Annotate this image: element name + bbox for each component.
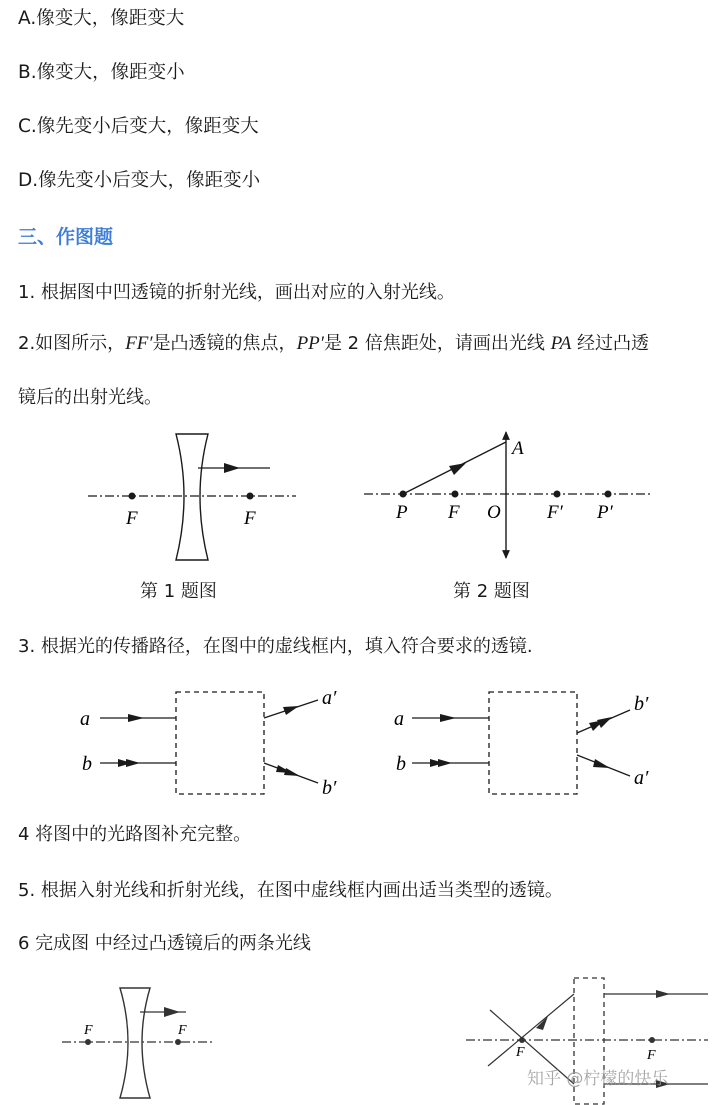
fig6-concave-lens [120,988,150,1098]
fig1-focus-right [247,493,254,500]
fig6-focus-right [175,1039,181,1045]
fig2-label-a: A [512,438,524,459]
question-6: 6 完成图 中经过凸透镜后的两条光线 [18,933,311,954]
fig3-right-diagram [394,692,649,794]
fig3-right-ray-b-out-arrow-2 [597,717,612,728]
fig6-ray-arrow [164,1007,180,1017]
fig6-focus-left [85,1039,91,1045]
fig7-ray-top-arrow [656,990,670,998]
q2-text-4: 经过凸透 [571,333,650,354]
fig3-left-label-b-prime: b′ [322,777,337,799]
fig1-ray-arrow [224,463,240,473]
fig3-right-label-b-prime: b′ [634,693,649,715]
fig2-label-f-prime: F′ [547,502,563,523]
figure-1 [88,434,296,560]
fig3-right-ray-b-arrow-2 [438,759,452,767]
option-b: B.像变大，像距变小 [18,62,185,83]
q2-var-pa: PA [550,333,572,354]
watermark: 知乎 @柠檬的快乐 [527,1069,669,1089]
q2-text-1: 2.如图所示， [18,333,126,354]
figure-6 [62,988,212,1098]
fig7-ray-up-in [488,994,574,1066]
option-c: C.像先变小后变大，像距变大 [18,116,259,137]
question-2-line-2: 镜后的出射光线。 [18,387,162,408]
q2-var-ff: FF′ [125,333,153,354]
fig3-right-ray-a-out-arrow [593,759,610,768]
fig2-label-o: O [487,502,501,523]
fig3-left-ray-a-arrow [128,714,144,722]
concave-lens [176,434,208,560]
fig3-right-dashed-box [489,692,577,794]
fig6-label-f-right: F [178,1023,187,1038]
fig3-right-ray-a-arrow [440,714,456,722]
fig3-right-label-a-prime: a′ [634,767,649,789]
fig2-point-p-prime [605,491,612,498]
fig3-left-ray-a-out-arrow [283,706,299,715]
fig2-point-f [452,491,459,498]
figure-2 [364,432,650,558]
question-3: 3. 根据光的传播路径，在图中的虚线框内，填入符合要求的透镜. [18,636,533,657]
q2-text-2: 是凸透镜的焦点， [152,333,297,354]
option-a: A.像变大，像距变大 [18,8,185,29]
fig3-left-diagram [80,687,337,799]
fig7-label-f-left: F [516,1045,525,1060]
question-2 [18,331,649,357]
q2-text-3: 是 2 倍焦距处，请画出光线 [323,333,551,354]
fig7-focus-right [649,1037,655,1043]
fig2-label-p-prime: P′ [597,502,613,523]
fig3-left-ray-b-arrow-2 [126,759,140,767]
figure-2-caption: 第 2 题图 [453,581,530,602]
figure-3 [0,680,720,810]
fig3-left-label-b: b [82,753,92,775]
fig2-point-f-prime [554,491,561,498]
fig1-focus-left [129,493,136,500]
figures-1-2 [0,420,720,570]
q2-var-pp: PP′ [296,333,324,354]
fig2-label-f: F [448,502,460,523]
fig3-left-ray-b-out-arrow-2 [284,768,300,776]
fig7-label-f-right: F [647,1048,656,1063]
fig3-right-label-b: b [396,753,406,775]
fig2-ray-arrow [449,463,466,475]
question-5: 5. 根据入射光线和折射光线，在图中虚线框内画出适当类型的透镜。 [18,880,563,901]
fig2-label-p: P [396,502,408,523]
fig3-left-label-a: a [80,708,90,730]
fig7-focus-left [519,1037,525,1043]
fig1-label-f-left: F [126,508,138,529]
section-heading: 三、作图题 [18,226,114,248]
fig3-left-label-a-prime: a′ [322,687,337,709]
figure-1-caption: 第 1 题图 [140,581,217,602]
question-1: 1. 根据图中凹透镜的折射光线，画出对应的入射光线。 [18,282,455,303]
fig3-left-dashed-box [176,692,264,794]
question-4: 4 将图中的光路图补充完整。 [18,824,252,845]
fig3-right-label-a: a [394,708,404,730]
fig6-label-f-left: F [84,1023,93,1038]
fig7-ray-up-arrow [536,1016,548,1030]
option-d: D.像先变小后变大，像距变小 [18,170,261,191]
fig1-label-f-right: F [244,508,256,529]
